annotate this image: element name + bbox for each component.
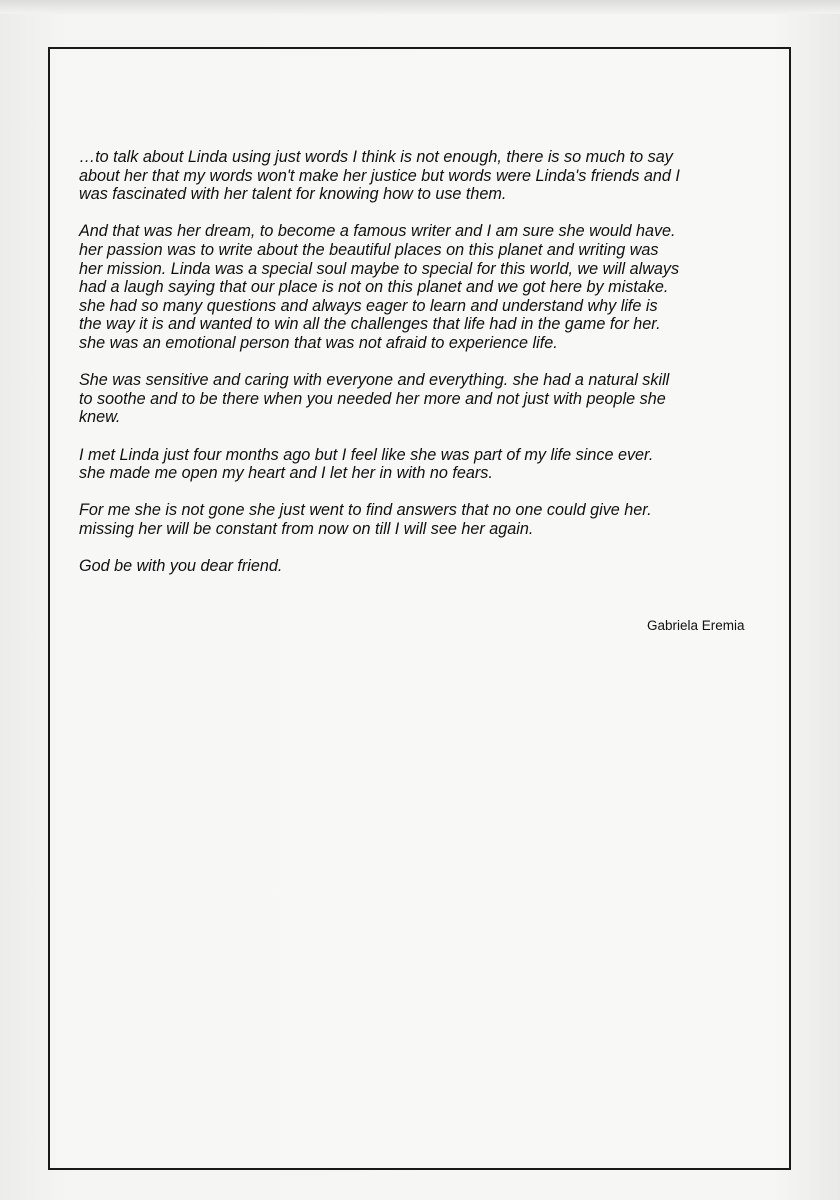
- letter-body: [79, 148, 779, 594]
- scan-top-edge: [0, 0, 840, 14]
- paragraph-4: I met Linda just four months ago but I feel like she was part of my life since ever. she made me open my heart and I let her in with no fears.: [79, 445, 654, 483]
- paragraph-3: She was sensitive and caring with everyone and everything. she had a natural skill to soothe and to be there when you needed her more and not just with people she knew.: [79, 371, 670, 427]
- signature-name: Gabriela Eremia: [647, 618, 745, 633]
- paragraph-5: For me she is not gone she just went to find answers that no one could give her. missing her will be constant from now on till I will see her again.: [79, 501, 652, 538]
- paragraph-2: And that was her dream, to become a famous writer and I am sure she would have. her passion was to write about the beautiful places on this planet and writing was her mission. Linda was a special soul maybe to special for this world, we will always had a laugh saying that our place is not on this planet and we got here by mistake. she had so many questions and always eager to learn and understand why life is the way it is and wanted to win all the challenges that life had in the game for her. she was an emotional person that was not afraid to experience life.: [79, 222, 680, 352]
- closing-line: God be with you dear friend.: [79, 557, 283, 576]
- paragraph-1: …to talk about Linda using just words I think is not enough, there is so much to say about her that my words won't make her justice but words were Linda's friends and I was fascinated with her talent for knowing how to use them.: [79, 148, 680, 204]
